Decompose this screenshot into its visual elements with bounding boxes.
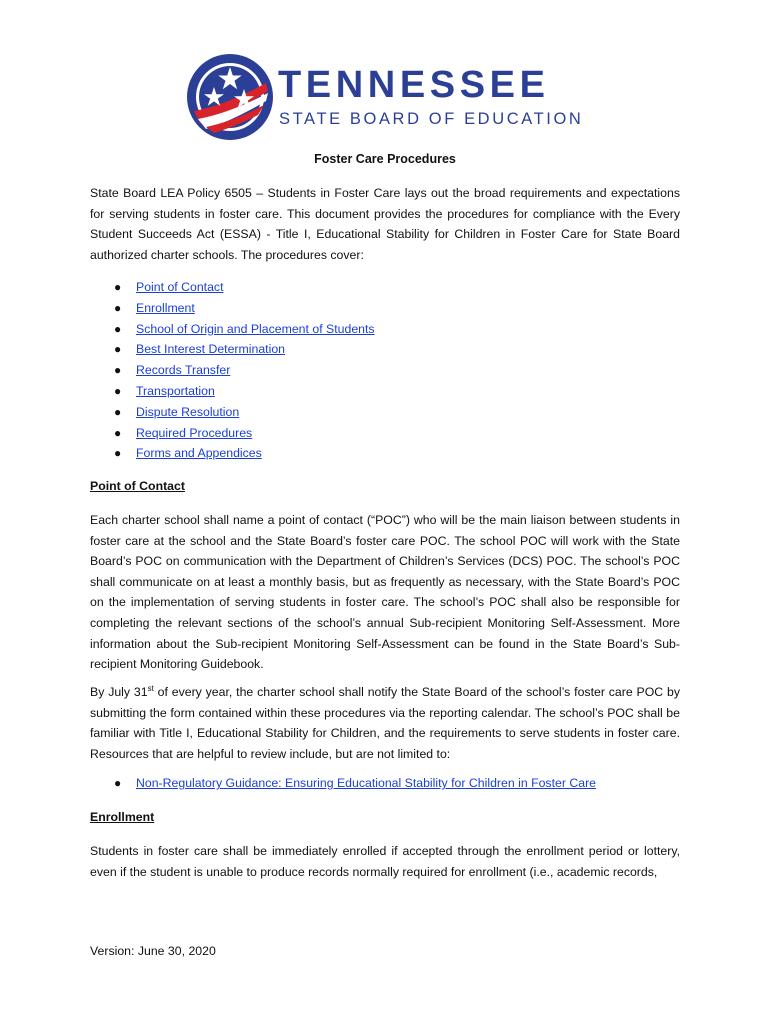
list-item <box>90 402 680 423</box>
enrollment-paragraph: Students in foster care shall be immediately enrolled if accepted through the enrollment period or lottery, even if the student is unable to produce records normally required for enrollment (i.e., academic records, <box>90 844 680 879</box>
resource-link-non-regulatory-guidance[interactable]: Non-Regulatory Guidance: Ensuring Educational Stability for Children in Foster Care <box>136 776 596 790</box>
toc-link-dispute-resolution[interactable]: Dispute Resolution <box>136 404 240 419</box>
toc-link-enrollment[interactable]: Enrollment <box>136 300 195 315</box>
section-heading-point-of-contact: Point of Contact <box>90 479 185 493</box>
toc-link-forms-appendices[interactable]: Forms and Appendices <box>136 446 262 461</box>
poc-deadline-paragraph <box>90 682 680 764</box>
toc-link-required-procedures[interactable]: Required Procedures <box>136 425 253 440</box>
bullet-icon: ● <box>114 280 122 294</box>
bullet-icon: ● <box>114 446 122 461</box>
bullet-icon: ● <box>114 425 122 440</box>
org-name: TENNESSEE <box>278 64 550 106</box>
bullet-icon: ● <box>114 321 122 336</box>
version-footer: Version: June 30, 2020 <box>90 944 216 958</box>
intro-paragraph: State Board LEA Policy 6505 – Students in Foster Care lays out the broad requirements and expectations for serving students in foster care. This document provides the procedures for compliance with the Every Student Succeeds Act (ESSA) - Title I, Educational Stability for Children in Foster Care for State Board authorized charter schools. The procedures cover: <box>90 186 680 262</box>
bullet-icon: ● <box>114 300 122 315</box>
toc-link-school-of-origin[interactable]: School of Origin and Placement of Students <box>136 321 375 336</box>
header-logo <box>186 53 586 143</box>
bullet-icon: ● <box>114 363 122 378</box>
list-item <box>90 443 680 464</box>
bullet-icon: ● <box>114 342 122 357</box>
list-item <box>90 298 680 319</box>
tennessee-seal-icon <box>186 53 274 141</box>
list-item <box>90 339 680 360</box>
toc-link-transportation[interactable]: Transportation <box>136 383 215 398</box>
list-item <box>90 319 680 340</box>
poc-deadline-prefix: By July 31 <box>90 685 148 699</box>
list-item <box>90 381 680 402</box>
document-title: Foster Care Procedures <box>314 152 456 166</box>
ordinal-suffix: st <box>147 683 154 693</box>
list-item <box>90 773 680 794</box>
toc-link-best-interest[interactable]: Best Interest Determination <box>136 342 285 357</box>
org-subtitle: STATE BOARD OF EDUCATION <box>279 110 584 128</box>
bullet-icon: ● <box>114 776 122 790</box>
section-heading-enrollment: Enrollment <box>90 810 155 824</box>
toc-list <box>90 277 680 464</box>
toc-link-records-transfer[interactable]: Records Transfer <box>136 363 231 378</box>
poc-deadline-rest: of every year, the charter school shall notify the State Board of the school’s foster care POC by submitting the form contained within these procedures via the reporting calendar. The school’s POC shall be familiar with Title I, Educational Stability for Children, and the requirements to serve students in foster care. Resources that are helpful to review include, but are not limited to: <box>90 685 680 761</box>
list-item <box>90 423 680 444</box>
list-item <box>90 277 680 298</box>
list-item <box>90 360 680 381</box>
poc-paragraph: Each charter school shall name a point of contact (“POC”) who will be the main liaison between students in foster care at the school and the State Board’s foster care POC. The school POC will work with the State Board’s POC on communication with the Department of Children’s Services (DCS) POC. The school’s POC shall communicate on at least a monthly basis, but as frequently as necessary, with the State Board’s POC on the implementation of serving students in foster care. The school’s POC shall also be responsible for completing the relevant sections of the school’s annual Sub-recipient Monitoring Self-Assessment. More information about the Sub-recipient Monitoring Self-Assessment can be found in the State Board’s Sub-recipient Monitoring Guidebook. <box>90 513 680 672</box>
resources-list <box>90 773 680 794</box>
toc-link-point-of-contact[interactable]: Point of Contact <box>136 280 224 294</box>
bullet-icon: ● <box>114 383 122 398</box>
bullet-icon: ● <box>114 404 122 419</box>
